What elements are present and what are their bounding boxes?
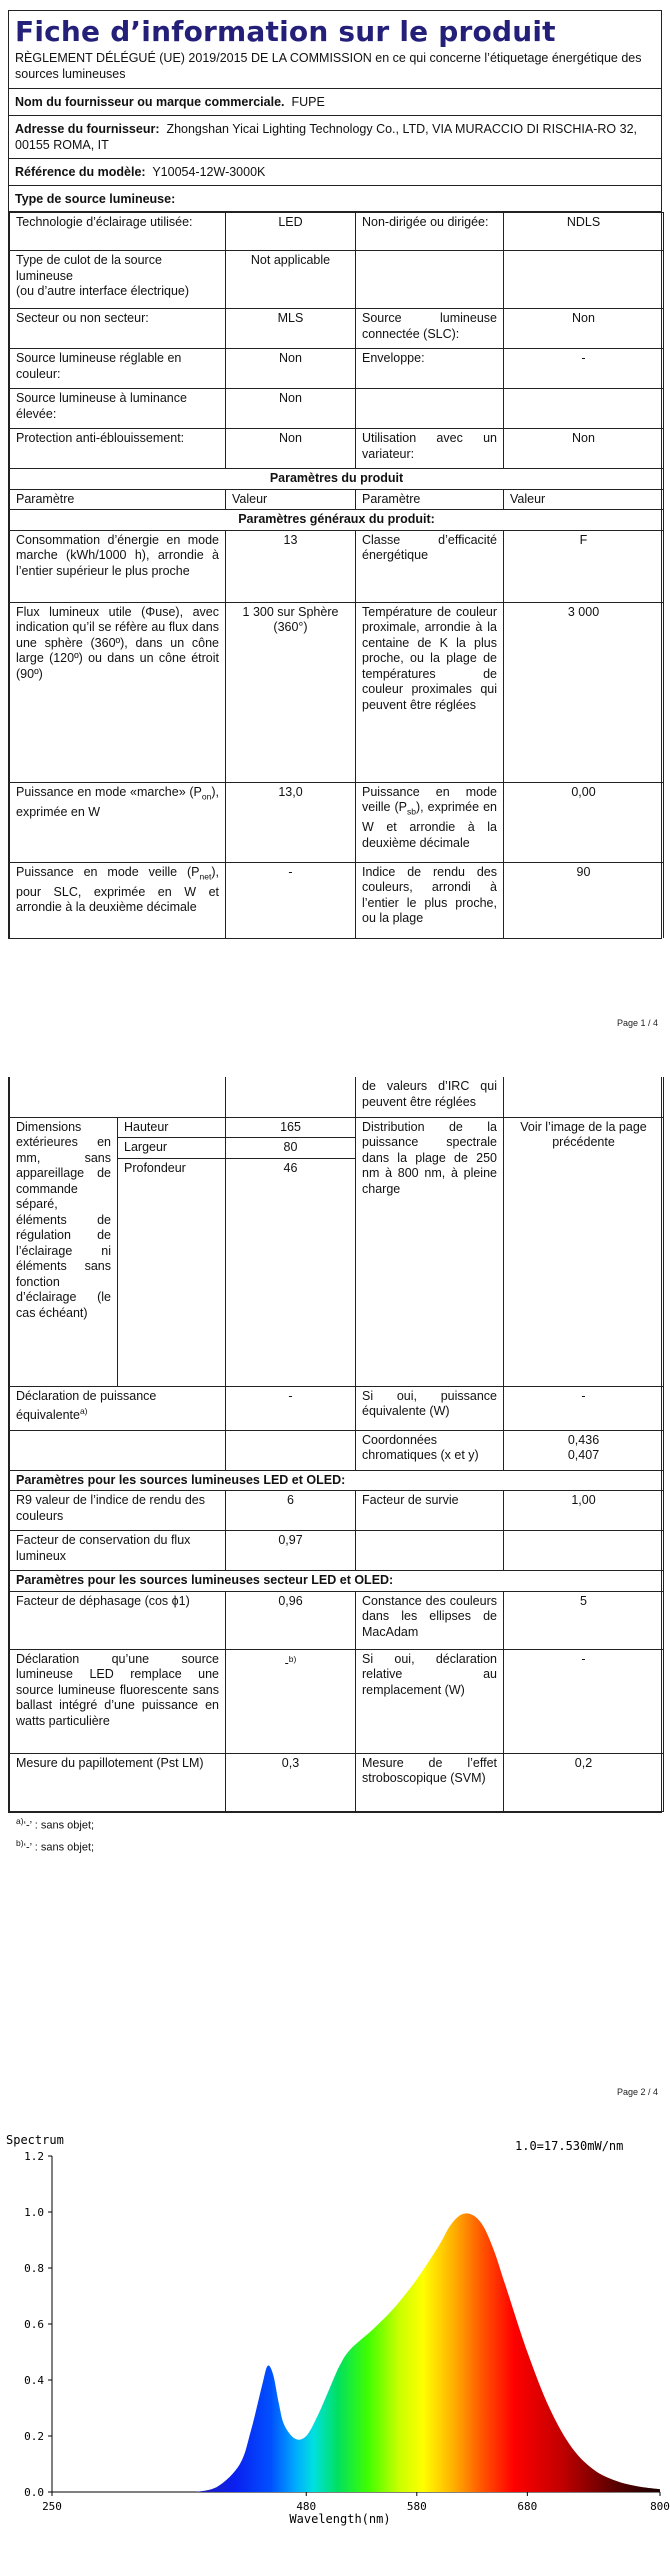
page-number: Page 1 / 4 — [616, 1018, 658, 1028]
cell-value: 0,97 — [226, 1531, 356, 1571]
cell-label: de valeurs d’IRC qui peuvent être réglées — [356, 1077, 504, 1117]
model-value: Y10054-12W-3000K — [152, 165, 266, 179]
table-row — [10, 1591, 664, 1649]
model-label: Référence du modèle: — [15, 165, 146, 179]
table-row — [10, 1649, 664, 1753]
cell-value: - — [226, 862, 356, 938]
x-tick-label: 250 — [42, 2500, 62, 2513]
table-row — [10, 429, 664, 469]
spec-table-page1 — [9, 212, 664, 938]
dim-label: Profondeur — [118, 1158, 226, 1178]
cell-label: Source lumineuse connectée (SLC): — [356, 309, 504, 349]
cell-empty — [356, 389, 504, 429]
table-row — [10, 309, 664, 349]
cell-label: Si oui, déclaration relative au remplacement (W) — [356, 1649, 504, 1753]
cell-label: Mesure de l’effet stroboscopique (SVM) — [356, 1753, 504, 1811]
dim-label: Hauteur — [118, 1117, 226, 1138]
x-tick-label: 800 — [650, 2500, 670, 2513]
supplier-value: FUPE — [291, 95, 325, 109]
cell-label: Utilisation avec un variateur: — [356, 429, 504, 469]
equiv-c: Si oui, puissance équivalente (W) — [356, 1386, 504, 1430]
cell-value: Non — [226, 349, 356, 389]
cell-value: 0,00 — [504, 782, 664, 862]
cell-value: 13 — [226, 530, 356, 602]
cell-value: 13,0 — [226, 782, 356, 862]
cell-label: Consommation d’énergie en mode marche (kWh/1000 h), arrondie à l’entier supérieur le plus proche — [10, 530, 226, 602]
cell-empty — [226, 1178, 356, 1386]
col-param: Paramètre — [10, 489, 226, 510]
dimensions-label: Dimensions extérieures en mm, sans appareillage de commande séparé, éléments de régulation de l’éclairage ni éléments sans fonction d’éclairage (le cas échéant) — [10, 1117, 118, 1386]
section-header-row — [10, 1571, 664, 1592]
col-param: Paramètre — [356, 489, 504, 510]
table-row — [10, 1491, 664, 1531]
cell-label: Enveloppe: — [356, 349, 504, 389]
cell-empty — [504, 389, 664, 429]
cell-value: NDLS — [504, 213, 664, 251]
cell-value: Non — [226, 429, 356, 469]
cell-label: Facteur de survie — [356, 1491, 504, 1531]
y-tick-label: 0.0 — [24, 2486, 44, 2499]
supplier-row — [9, 89, 661, 116]
table-row — [10, 1117, 664, 1138]
cell-value: 90 — [504, 862, 664, 938]
cell-label: Facteur de conservation du flux lumineux — [10, 1531, 226, 1571]
col-value: Valeur — [504, 489, 664, 510]
y-tick-label: 0.6 — [24, 2318, 44, 2331]
cell-label: Classe d’efficacité énergétique — [356, 530, 504, 602]
cell-value: 0,3 — [226, 1753, 356, 1811]
footnotes — [16, 1813, 94, 1856]
page-number: Page 2 / 4 — [616, 2087, 658, 2097]
cell-label: R9 valeur de l’indice de rendu des couleurs — [10, 1491, 226, 1531]
footnote-a: $^{a)}$‘-’ : sans objet; — [16, 1816, 95, 1832]
y-tick-label: 0.2 — [24, 2430, 44, 2443]
cell-value: - — [504, 1649, 664, 1753]
table-row — [10, 349, 664, 389]
table-row — [10, 602, 664, 782]
cell-label: Flux lumineux utile (Φuse), avec indication qu’il se réfère au flux dans une sphère (360º), dans un cône large (120º) ou dans un cône étroit (90º) — [10, 602, 226, 782]
cell-label: Protection anti-éblouissement: — [10, 429, 226, 469]
cell-value: 1 300 sur Sphère (360°) — [226, 602, 356, 782]
spec-table-page2 — [9, 1077, 664, 1812]
footnote-b: $^{b)}$‘-’ : sans objet; — [16, 1837, 95, 1854]
equiv-label: Déclaration de puissance équivalente$^{a)}$ — [10, 1386, 226, 1430]
table-row — [10, 782, 664, 862]
cell-value: MLS — [226, 309, 356, 349]
cell-value: F — [504, 530, 664, 602]
cell-empty — [118, 1178, 226, 1386]
dim-value: 80 — [226, 1138, 356, 1159]
cell-empty — [226, 1430, 356, 1470]
led-header: Paramètres pour les sources lumineuses LED et OLED: — [10, 1470, 664, 1491]
cell-label: Secteur ou non secteur: — [10, 309, 226, 349]
section-header-row — [10, 1470, 664, 1491]
spectrum-area — [196, 2213, 660, 2492]
dim-value: 165 — [226, 1117, 356, 1138]
cell-value: 5 — [504, 1591, 664, 1649]
chart-annotation: 1.0=17.530mW/nm — [515, 2139, 624, 2153]
cell-value: Non — [504, 309, 664, 349]
section-header-row — [10, 510, 664, 531]
page-title: Fiche d’information sur le produit — [15, 15, 556, 48]
cell-label: Mesure du papillotement (Pst LM) — [10, 1753, 226, 1811]
spd-value: Voir l’image de la page précédente — [504, 1117, 664, 1386]
address-value: Zhongshan Yicai Lighting Technology Co., LTD, VIA MURACCIO DI RISCHIA-RO 32, 00155 ROMA, IT — [15, 122, 638, 152]
table-row — [10, 1430, 664, 1470]
table-row — [10, 1753, 664, 1811]
y-tick-label: 0.4 — [24, 2374, 44, 2387]
x-axis-label: Wavelength(nm) — [289, 2512, 391, 2526]
cell-label: Puissance en mode «marche» $(P_{on})$, exprimée en W — [10, 782, 226, 862]
cell-label: Type de culot de la source lumineuse (ou d’autre interface électrique) — [10, 251, 226, 309]
chroma-label: Coordonnées chromatiques (x et y) — [356, 1430, 504, 1470]
cell-value: 3 000 — [504, 602, 664, 782]
equiv-value: - — [226, 1386, 356, 1430]
cell-value: - — [504, 349, 664, 389]
cell-label: Source lumineuse réglable en couleur: — [10, 349, 226, 389]
y-tick-label: 1.2 — [24, 2150, 44, 2163]
table-row — [10, 389, 664, 429]
cell-value: 6 — [226, 1491, 356, 1531]
cell-value: 0,96 — [226, 1591, 356, 1649]
cell-label: Constance des couleurs dans les ellipses de MacAdam — [356, 1591, 504, 1649]
product-info-sheet-continued — [8, 1077, 662, 1813]
col-value: Valeur — [226, 489, 356, 510]
cell-label: Non-dirigée ou dirigée: — [356, 213, 504, 251]
mains-header: Paramètres pour les sources lumineuses secteur LED et OLED: — [10, 1571, 664, 1592]
dim-label: Largeur — [118, 1138, 226, 1159]
spectrum-chart — [0, 2120, 670, 2560]
cell-empty — [226, 1077, 356, 1117]
cell-value: LED — [226, 213, 356, 251]
cell-empty — [504, 1077, 664, 1117]
table-row — [10, 251, 664, 309]
table-row — [10, 1077, 664, 1117]
cell-empty — [356, 1531, 504, 1571]
general-header: Paramètres généraux du produit: — [10, 510, 664, 531]
column-header-row — [10, 489, 664, 510]
table-row — [10, 530, 664, 602]
product-info-sheet — [8, 10, 662, 939]
cell-label: Puissance en mode veille $(P_{net})$, pour SLC, exprimée en W et arrondie à la deuxième décimale — [10, 862, 226, 938]
table-row — [10, 862, 664, 938]
cell-label: Température de couleur proximale, arrondie à la centaine de K la plus proche, ou la plage de températures de couleur proximales qui peuvent être réglées — [356, 602, 504, 782]
address-row — [9, 116, 661, 159]
table-row — [10, 213, 664, 251]
model-row — [9, 159, 661, 186]
cell-empty — [504, 1531, 664, 1571]
cell-value: Not applicable — [226, 251, 356, 309]
equiv-d: - — [504, 1386, 664, 1430]
regulation-text: RÈGLEMENT DÉLÉGUÉ (UE) 2019/2015 DE LA COMMISSION en ce qui concerne l’étiquetage énergétique des sources lumineuses — [9, 50, 661, 89]
table-row — [10, 1531, 664, 1571]
cell-label: Technologie d’éclairage utilisée: — [10, 213, 226, 251]
x-tick-label: 680 — [517, 2500, 538, 2513]
chart-title: Spectrum — [6, 2133, 64, 2147]
table-row — [10, 1386, 664, 1430]
cell-empty — [10, 1077, 226, 1117]
chroma-value: 0,436 0,407 — [504, 1430, 664, 1470]
section-header-row — [10, 469, 664, 490]
type-header: Type de source lumineuse: — [9, 186, 661, 212]
cell-empty — [10, 1430, 226, 1470]
dim-value: 46 — [226, 1158, 356, 1178]
y-tick-label: 1.0 — [24, 2206, 44, 2219]
cell-value: 0,2 — [504, 1753, 664, 1811]
address-label: Adresse du fournisseur: — [15, 122, 160, 136]
cell-empty — [504, 251, 664, 309]
x-tick-label: 580 — [406, 2500, 427, 2513]
x-tick-label: 480 — [296, 2500, 317, 2513]
cell-label: Facteur de déphasage (cos ϕ1) — [10, 1591, 226, 1649]
params-header: Paramètres du produit — [10, 469, 664, 490]
cell-label: Indice de rendu des couleurs, arrondi à l’entier le plus proche, ou la plage — [356, 862, 504, 938]
cell-value: Non — [226, 389, 356, 429]
y-tick-label: 0.8 — [24, 2262, 44, 2275]
cell-label: Source lumineuse à luminance élevée: — [10, 389, 226, 429]
cell-value: Non — [504, 429, 664, 469]
cell-value: -$^{b)}$ — [226, 1649, 356, 1753]
spd-label: Distribution de la puissance spectrale dans la plage de 250 nm à 800 nm, à pleine charge — [356, 1117, 504, 1386]
cell-value: 1,00 — [504, 1491, 664, 1531]
cell-label: Déclaration qu’une source lumineuse LED remplace une source lumineuse fluorescente sans ballast intégré d’une puissance en watts particulière — [10, 1649, 226, 1753]
supplier-label: Nom du fournisseur ou marque commerciale. — [15, 95, 285, 109]
cell-label: Puissance en mode veille $(P_{sb})$, exprimée en W et arrondie à la deuxième décimale — [356, 782, 504, 862]
cell-empty — [356, 251, 504, 309]
